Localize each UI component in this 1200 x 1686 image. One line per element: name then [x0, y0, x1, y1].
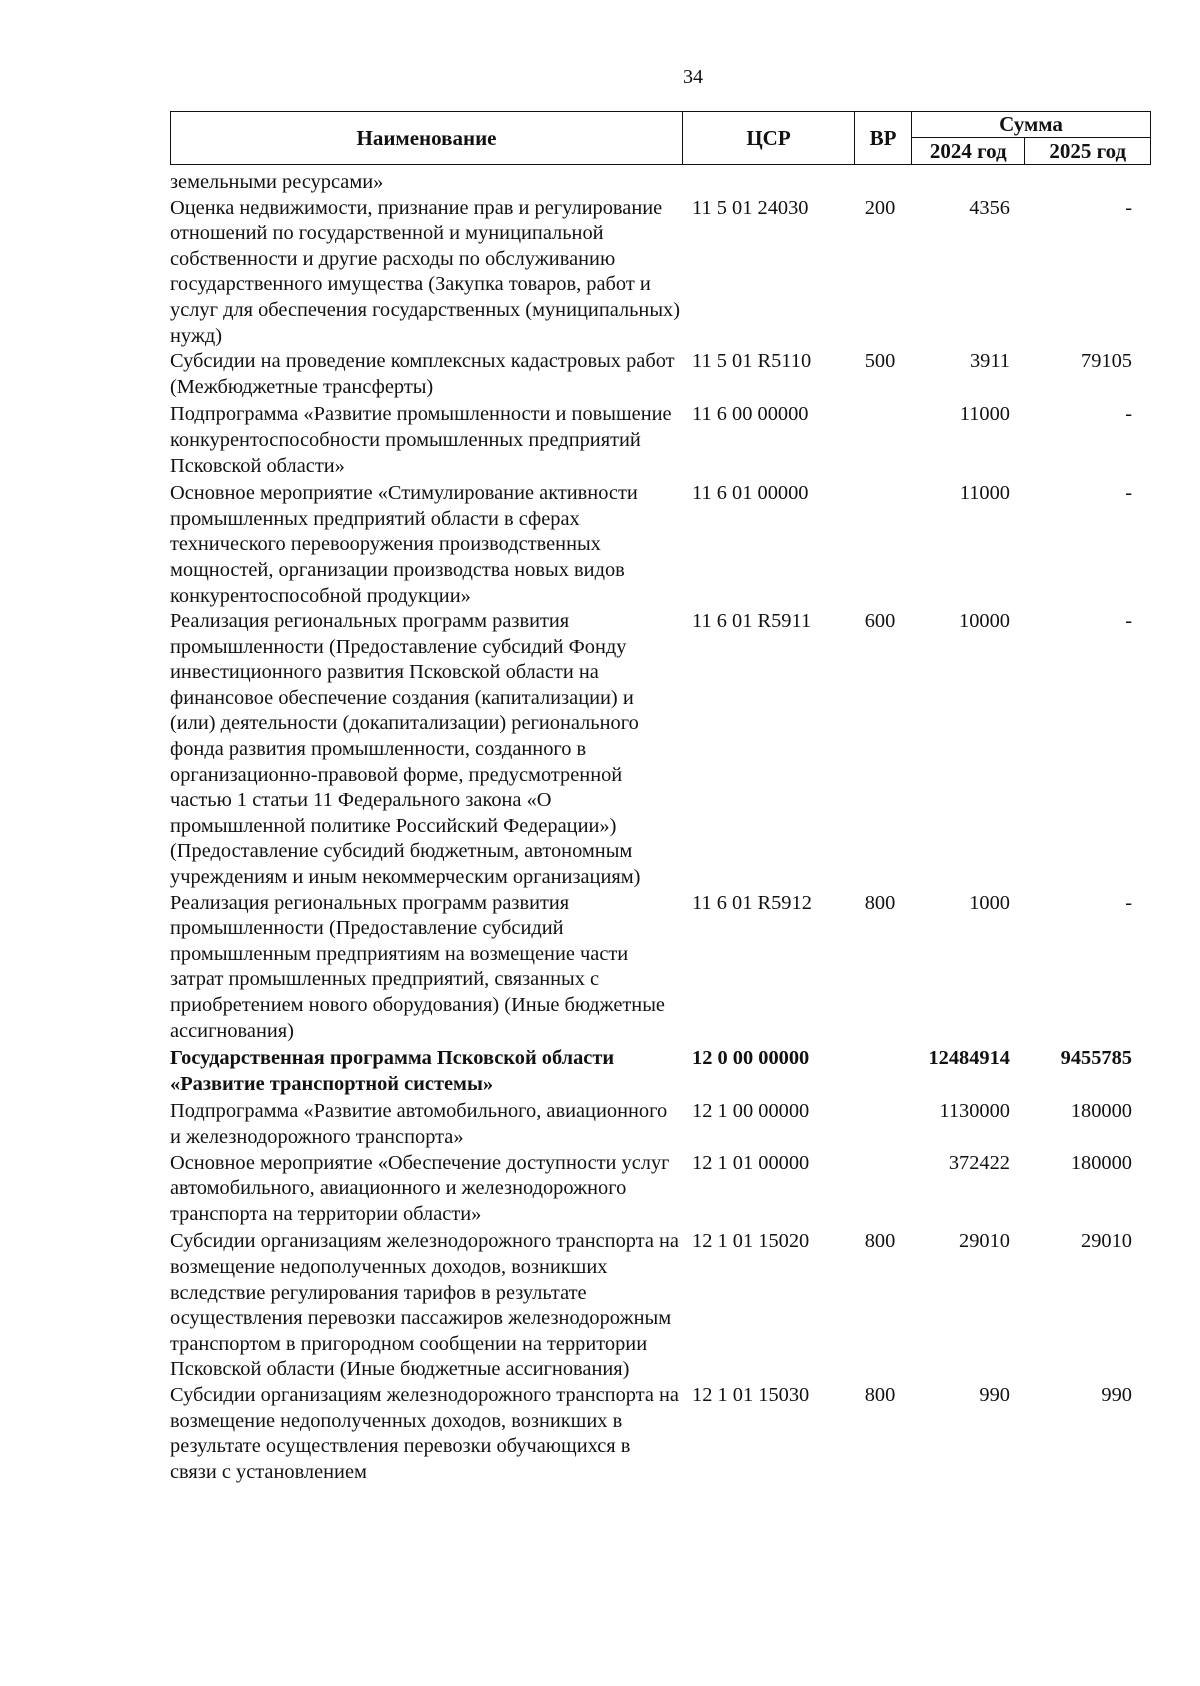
table-row — [170, 1151, 1150, 1228]
row-sum-2025: - — [1125, 403, 1132, 426]
row-name: земельными ресурсами» — [170, 171, 384, 193]
row-csr: 12 1 01 00000 — [692, 1151, 810, 1174]
row-name: Государственная программа Псковской области «Развитие транспортной системы» — [170, 1047, 615, 1095]
header-year-2025: 2025 год — [1025, 138, 1151, 165]
table-row — [170, 170, 1150, 196]
row-name: Реализация региональных программ развития промышленности (Предоставление субсидий промышленным предприятиям на возмещение части затрат промышленных предприятий, связанных с приобретением нового оборудования) (Иные бюджетные ассигнования) — [170, 891, 665, 1042]
table-row — [170, 196, 1150, 350]
row-name: Субсидии организациям железнодорожного транспорта на возмещение недополученных доходов, возникших в результате осуществления перевозки обучающихся в связи с установлением — [170, 1383, 679, 1483]
row-sum-2025: - — [1125, 610, 1132, 633]
row-csr: 12 1 01 15020 — [692, 1230, 810, 1253]
row-csr: 12 0 00 00000 — [692, 1047, 810, 1070]
table-row — [170, 349, 1150, 400]
table-row — [170, 1383, 1150, 1485]
row-csr: 11 6 01 00000 — [692, 482, 809, 505]
table-row — [170, 402, 1150, 479]
budget-table-body — [170, 170, 1150, 1485]
row-csr: 11 5 01 R5110 — [692, 350, 812, 373]
row-sum-2025: - — [1125, 196, 1132, 219]
row-sum-2025: 180000 — [1070, 1151, 1132, 1174]
header-vr: ВР — [855, 112, 912, 165]
row-csr — [682, 170, 852, 196]
row-csr: 11 6 00 00000 — [692, 403, 809, 426]
row-sum-2024: 1130000 — [939, 1100, 1010, 1123]
row-sum-2025: 9455785 — [1060, 1047, 1132, 1070]
table-row — [170, 481, 1150, 609]
row-sum-2024: 11000 — [959, 403, 1010, 426]
row-sum-2024 — [908, 170, 1020, 196]
row-vr — [852, 1151, 908, 1228]
row-name: Основное мероприятие «Стимулирование активности промышленных предприятий области в сферах технического перевооружения производственных мощностей, организации производства новых видов конкурентоспособной продукции» — [170, 482, 638, 607]
row-sum-2025 — [1020, 170, 1144, 196]
row-name: Подпрограмма «Развитие промышленности и повышение конкурентоспособности промышленных предприятий Псковской области» — [170, 403, 672, 477]
row-csr: 12 1 00 00000 — [692, 1100, 810, 1123]
row-name: Подпрограмма «Развитие автомобильного, авиационного и железнодорожного транспорта» — [170, 1100, 668, 1148]
row-sum-2024: 372422 — [948, 1151, 1010, 1174]
row-sum-2024: 1000 — [969, 891, 1010, 914]
row-vr: 600 — [864, 610, 896, 633]
row-sum-2024: 12484914 — [928, 1047, 1010, 1070]
row-csr: 11 6 01 R5912 — [692, 891, 812, 914]
table-row-program — [170, 1046, 1150, 1097]
row-sum-2024: 29010 — [959, 1230, 1010, 1253]
row-vr — [852, 170, 908, 196]
row-vr: 800 — [864, 1230, 896, 1253]
row-csr: 11 5 01 24030 — [692, 196, 809, 219]
row-sum-2024: 4356 — [969, 196, 1010, 219]
header-csr: ЦСР — [683, 112, 855, 165]
table-row — [170, 1229, 1150, 1383]
table-row — [170, 891, 1150, 1045]
row-sum-2024: 3911 — [969, 350, 1010, 373]
row-name: Субсидии на проведение комплексных кадастровых работ (Межбюджетные трансферты) — [170, 350, 675, 398]
row-name: Субсидии организациям железнодорожного транспорта на возмещение недополученных доходов, возникших вследствие регулирования тарифов в результате осуществления перевозки пассажиров железнодорожным транспортом в пригородном сообщении на территории Псковской области (Иные бюджетные ассигнования) — [170, 1230, 679, 1381]
row-vr — [852, 1099, 908, 1150]
row-csr: 12 1 01 15030 — [692, 1383, 810, 1406]
row-vr: 800 — [864, 891, 896, 914]
row-sum-2025: 990 — [1101, 1383, 1132, 1406]
row-vr: 200 — [864, 196, 896, 219]
header-year-2024: 2024 год — [912, 138, 1025, 165]
row-sum-2024: 990 — [979, 1383, 1010, 1406]
row-sum-2025: 29010 — [1081, 1230, 1132, 1253]
row-vr: 500 — [864, 350, 896, 373]
row-vr: 800 — [864, 1383, 896, 1406]
row-name: Основное мероприятие «Обеспечение доступности услуг автомобильного, авиационного и железнодорожного транспорта на территории области» — [170, 1151, 670, 1225]
row-sum-2024: 11000 — [959, 482, 1010, 505]
row-name: Оценка недвижимости, признание прав и регулирование отношений по государственной и муниципальной собственности и другие расходы по обслуживанию государственного имущества (Закупка товаров, работ и услуг для обеспечения государственных (муниципальных) нужд) — [170, 196, 681, 347]
header-name: Наименование — [171, 112, 683, 165]
row-sum-2025: - — [1125, 891, 1132, 914]
row-name: Реализация региональных программ развития промышленности (Предоставление субсидий Фонду инвестиционного развития Псковской области на финансовое обеспечение создания (капитализации) и (или) деятельности (докапитализации) регионального фонда развития промышленности, созданного в организационно-правовой форме, предусмотренной частью 1 статьи 11 Федерального закона «О промышленной политике Российский Федерации») (Предоставление субсидий бюджетным, автономным учреждениям и иным некоммерческим организациям) — [170, 610, 641, 889]
row-vr — [852, 481, 908, 609]
header-sum: Сумма — [912, 112, 1151, 138]
row-sum-2025: 180000 — [1070, 1100, 1132, 1123]
row-csr: 11 6 01 R5911 — [692, 610, 812, 633]
row-vr — [852, 402, 908, 479]
row-sum-2025: 79105 — [1081, 350, 1132, 373]
table-row — [170, 609, 1150, 891]
page-number: 34 — [683, 66, 703, 88]
row-sum-2024: 10000 — [959, 610, 1010, 633]
row-vr — [852, 1046, 908, 1097]
table-row — [170, 1099, 1150, 1150]
table-header — [170, 111, 1151, 165]
row-sum-2025: - — [1125, 482, 1132, 505]
